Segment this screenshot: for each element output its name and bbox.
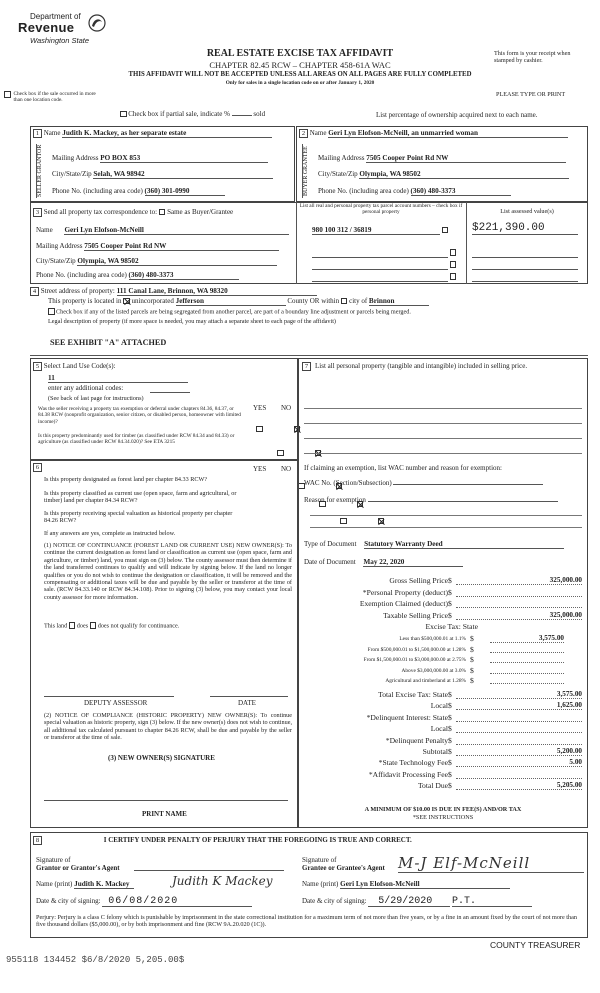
logo-emblem-icon — [88, 14, 106, 32]
corr-mailing[interactable]: 7505 Cooper Point Rd NW — [84, 242, 279, 251]
calc-label: Gross Selling Price — [389, 576, 448, 585]
see-instructions: *SEE INSTRUCTIONS — [412, 814, 474, 821]
total-row — [304, 747, 586, 758]
tier-value[interactable] — [490, 645, 564, 653]
grantor-sig-label-2: Grantor or Grantor's Agent — [36, 864, 120, 873]
wac-row — [304, 479, 543, 487]
section-6-no-header: NO — [281, 465, 292, 473]
total-row — [304, 758, 586, 769]
calc-label: *Personal Property (deduct) — [362, 587, 448, 597]
parcel-4-checkbox[interactable] — [450, 273, 457, 280]
calc-dollar: $ — [448, 599, 452, 608]
doc-type[interactable]: Statutory Warranty Deed — [364, 540, 564, 549]
seller-mailing-row — [52, 154, 268, 163]
grantee-name[interactable]: Geri Lyn Elofson-McNeill — [340, 880, 510, 889]
corr-phone-row — [36, 271, 239, 280]
corr-name[interactable]: Geri Lyn Elofson-McNeill — [64, 226, 289, 235]
wac-input[interactable] — [393, 484, 543, 485]
tier-value[interactable]: 3,575.00 — [490, 634, 564, 643]
form-only-for: Only for sales in a single location code on or after January 1, 2020 — [225, 80, 375, 86]
county-treasurer: COUNTY TREASURER — [490, 940, 581, 950]
section-5-q1-yes[interactable] — [256, 426, 263, 433]
grantee-sig-label-2: Grantee or Grantee's Agent — [302, 864, 385, 873]
grantor-sig-label-1: Signature of — [36, 856, 71, 864]
total-value[interactable] — [456, 770, 582, 779]
print-name-label: PRINT NAME — [142, 810, 187, 818]
this-land-label: This land — [44, 622, 68, 630]
buyer-mailing[interactable]: 7505 Cooper Point Rd NW — [366, 154, 566, 163]
section-6-q3: Is this property receiving special valuation as historical property per chapter 84.26 RCW? — [44, 510, 233, 525]
type-or-print: PLEASE TYPE OR PRINT — [496, 91, 566, 98]
grantee-signature[interactable]: M-J Elf-McNeill — [398, 854, 584, 873]
tier-dollar: $ — [470, 634, 474, 643]
total-value[interactable]: 5.00 — [456, 758, 582, 767]
parcel-extra-lines — [312, 246, 448, 282]
multi-location-row — [4, 91, 104, 104]
buyer-grantee-label: BUYER GRANTEE — [302, 144, 316, 198]
partial-sale-percent[interactable] — [232, 115, 252, 116]
deputy-assessor-label: DEPUTY ASSESSOR — [84, 699, 148, 707]
buyer-mailing-label: Mailing Address — [318, 154, 365, 162]
logo-line1: Department of — [30, 12, 81, 21]
grantor-date[interactable]: 06/08/2020 — [102, 898, 252, 907]
grantee-date-row — [302, 897, 532, 907]
grantor-name[interactable]: Judith K. Mackey — [74, 880, 134, 889]
grantee-date[interactable]: 5/29/2020 — [368, 898, 450, 907]
personal-property-label: List all personal property (tangible and intangible) included in selling price. — [315, 362, 528, 370]
logo-line2: Revenue — [18, 20, 75, 35]
grantee-name-label: Name (print) — [302, 880, 339, 888]
total-label: Local — [430, 701, 448, 711]
form-title: REAL ESTATE EXCISE TAX AFFIDAVIT — [206, 48, 394, 59]
total-label: Total Excise Tax: State — [378, 690, 448, 699]
land-does-not-checkbox[interactable] — [90, 622, 97, 629]
located-label: This property is located in — [48, 297, 122, 305]
grantor-sig-label — [36, 856, 120, 873]
tier-block — [304, 634, 586, 687]
multi-location-label: Check box if the sale occurred in more than one location code. — [13, 91, 96, 104]
grantor-date-label: Date & city of signing: — [36, 897, 101, 905]
total-row — [304, 781, 586, 792]
section-5-q2-yes[interactable] — [277, 450, 284, 457]
land-use-row — [33, 362, 115, 371]
city-of-label: city of — [349, 297, 368, 305]
tier-value[interactable] — [490, 666, 564, 674]
tier-dollar: $ — [470, 655, 474, 664]
buyer-phone-row — [318, 187, 511, 196]
total-label: Subtotal — [422, 746, 448, 756]
parcel-row — [312, 226, 448, 235]
send-correspondence-label: Send all property tax correspondence to: — [43, 208, 158, 216]
total-label: *Delinquent Interest: State — [366, 712, 448, 722]
buyer-city[interactable]: Olympia, WA 98502 — [359, 170, 569, 179]
total-value[interactable]: 1,625.00 — [456, 701, 582, 710]
revenue-logo — [16, 10, 106, 50]
tier-row — [304, 634, 586, 645]
tier-value[interactable] — [490, 676, 564, 684]
personal-property-lines — [304, 394, 582, 454]
total-dollar: $ — [448, 735, 452, 745]
total-dollar: $ — [448, 690, 452, 699]
tier-label: From $1,500,000.01 to $3,000,000.00 at 2.75% — [363, 657, 466, 663]
section-5-number: 5 — [33, 362, 42, 371]
total-row — [304, 724, 586, 735]
cashier-stamp: 955118 134452 $6/8/2020 5,205.00$ — [6, 955, 185, 965]
doc-date-label: Date of Document — [304, 558, 356, 566]
totals-block — [304, 690, 586, 793]
section-8-header — [33, 836, 583, 845]
total-label: *State Technology Fee — [378, 758, 448, 768]
partial-sale-label: Check box if partial sale, indicate % — [128, 110, 230, 118]
segregated-row — [48, 308, 578, 316]
doc-date-row — [304, 558, 463, 567]
parcel-header: List all real and personal property tax parcel account numbers – check box if personal property — [299, 203, 463, 216]
total-label: Total Due — [417, 781, 448, 791]
property-street[interactable]: 111 Canal Lane, Brinnon, WA 98320 — [117, 287, 317, 296]
grantee-sig-label — [302, 856, 385, 873]
buyer-name-label: Name — [309, 129, 327, 137]
land-use-code[interactable]: 11 — [48, 374, 188, 383]
buyer-city-row — [318, 170, 569, 179]
notice-continuance: (1) NOTICE OF CONTINUANCE (FOREST LAND OR CURRENT USE) NEW OWNER(S): To continue the current designation as forest land or classification as current use (open space, farm and agriculture, or timber) land, you must sign on (3) below. The county assessor must then determine if the land transferred continues to qualify and will indicate by signing below. If the land no longer qualifies or you do not wish to continue the designation or classification, it will be removed and the compensating or additional taxes will be due and payable by the seller or transferor at the time of sale. (RCW 84.33.140 or RCW 84.34.108). Prior to signing (3) below, you may contact your local county assessor for more information. — [44, 542, 292, 601]
calc-label: Taxable Selling Price — [383, 610, 448, 620]
total-row — [304, 770, 586, 781]
tier-dollar: $ — [470, 644, 474, 654]
grantee-name-row — [302, 880, 510, 889]
grantee-city[interactable]: P.T. — [452, 898, 532, 907]
corr-city[interactable]: Olympia, WA 98502 — [77, 257, 277, 266]
calc-row — [304, 622, 586, 634]
land-does-not-label: does not qualify for continuance. — [97, 622, 180, 630]
grantor-date-row — [36, 897, 252, 907]
continuance-row — [44, 622, 179, 630]
tier-dollar: $ — [470, 665, 474, 675]
corr-phone[interactable]: (360) 480-3373 — [129, 271, 239, 280]
seller-mailing[interactable]: PO BOX 853 — [100, 154, 268, 163]
section-5-q1: Was the seller receiving a property tax exemption or deferral under chapters 84.36, 84.37, or 84.38 RCW (nonprofit organization, senior citizen, or disabled person, homeowner with limited income)? — [38, 406, 241, 425]
calc-row — [304, 611, 586, 623]
tier-label: Agricultural and timberland at 1.28% — [385, 678, 466, 684]
section-7-row — [302, 362, 582, 371]
legal-description-label: Legal description of property (if more space is needed, you may attach a separate sheet to each page of the affidavit) — [48, 318, 336, 325]
grantee-date-label: Date & city of signing: — [302, 897, 367, 905]
calc-label: Excise Tax: State — [425, 622, 478, 631]
located-row — [48, 297, 429, 306]
list-percentage: List percentage of ownership acquired next to each name. — [376, 111, 538, 119]
section-6-number: 6 — [33, 463, 42, 472]
calc-value[interactable]: 325,000.00 — [456, 611, 582, 620]
city-of-checkbox[interactable] — [341, 298, 348, 305]
grantee-sig-label-1: Signature of — [302, 856, 337, 864]
section-3-send-row — [33, 208, 233, 217]
total-row — [304, 690, 586, 701]
seller-city[interactable]: Selah, WA 98942 — [93, 170, 273, 179]
doc-type-row — [304, 540, 564, 549]
partial-sale-checkbox[interactable] — [120, 111, 127, 118]
land-does-label: does — [76, 622, 89, 630]
street-label: Street address of property: — [40, 287, 115, 295]
total-label: *Delinquent Penalty — [385, 735, 448, 745]
section-5-q2: Is this property predominantly used for timber (as classified under RCW 84.34 and 84.33) or agriculture (as classified under RCW 84.34.020)? See ETA 3215 — [38, 433, 235, 446]
seller-grantor-label: SELLER GRANTOR — [36, 144, 50, 198]
property-city[interactable]: Brinnon — [369, 297, 429, 306]
section-1-number: 1 — [33, 129, 42, 138]
tier-value[interactable] — [490, 655, 564, 663]
total-dollar: $ — [448, 724, 452, 734]
seller-city-row — [52, 170, 273, 179]
total-value[interactable]: 5,205.00 — [456, 781, 582, 790]
doc-type-label: Type of Document — [304, 540, 357, 548]
calc-dollar: $ — [448, 587, 452, 597]
section-4-number: 4 — [30, 287, 39, 296]
exhibit-reference: SEE EXHIBIT "A" ATTACHED — [50, 338, 167, 347]
tier-row — [304, 655, 586, 666]
unincorporated-checkbox[interactable] — [123, 298, 130, 305]
exemption-label: If claiming an exemption, list WAC number and reason for exemption: — [304, 464, 502, 472]
section-8-number: 8 — [33, 836, 42, 845]
calc-dollar: $ — [448, 576, 452, 585]
calc-row — [304, 588, 586, 600]
if-yes-instruction: If any answers are yes, complete as instructed below. — [44, 530, 176, 537]
calc-value[interactable]: 325,000.00 — [456, 576, 582, 585]
calc-row — [304, 576, 586, 588]
certify-statement: I CERTIFY UNDER PENALTY OF PERJURY THAT THE FOREGOING IS TRUE AND CORRECT. — [103, 836, 412, 844]
total-dollar: $ — [448, 712, 452, 722]
section-6-q1: Is this property designated as forest land per chapter 84.33 RCW? — [44, 476, 208, 483]
parcel-2-checkbox[interactable] — [450, 249, 457, 256]
section-6-yes-header: YES — [253, 465, 267, 473]
partial-sale-row — [120, 110, 265, 118]
seller-phone[interactable]: (360) 301-0990 — [145, 187, 225, 196]
total-row — [304, 736, 586, 747]
land-does-checkbox[interactable] — [69, 622, 76, 629]
total-row — [304, 701, 586, 712]
logo-line3: Washington State — [30, 36, 90, 45]
grantor-handwritten-signature[interactable]: Judith K Mackey — [172, 874, 273, 888]
seller-city-label: City/State/Zip — [52, 170, 92, 178]
corr-mailing-row — [36, 242, 279, 251]
total-value[interactable] — [456, 713, 582, 722]
notice-compliance: (2) NOTICE OF COMPLIANCE (HISTORIC PROPERTY) NEW OWNER(S): To continue special valuation as historic property, sign (3) below. If the new owner(s) does not wish to continue, all additional tax calculated pursuant to chapter 84.26 RCW, shall be due and payable by the seller or transferor at the time of sale. — [44, 712, 292, 742]
minimum-due: A MINIMUM OF $10.00 IS DUE IN FEE(S) AND/OR TAX — [364, 806, 522, 813]
grantor-name-row — [36, 880, 134, 889]
buyer-phone-label: Phone No. (including area code) — [318, 187, 409, 195]
corr-mailing-label: Mailing Address — [36, 242, 83, 250]
corr-city-row — [36, 257, 277, 266]
same-as-buyer-label: Same as Buyer/Grantee — [167, 208, 234, 216]
section-1-name-row — [33, 129, 272, 138]
assessed-header: List assessed value(s) — [500, 208, 554, 215]
calc-dollar: $ — [448, 610, 452, 620]
corr-city-label: City/State/Zip — [36, 257, 76, 265]
total-value[interactable] — [456, 736, 582, 745]
wac-label: WAC No. (Section/Subsection) — [304, 479, 392, 487]
section-6-q2: Is this property classified as current use (open space, farm and agricultural, or timber) land per chapter 84.34 RCW? — [44, 490, 237, 505]
corr-name-label: Name — [36, 226, 53, 234]
seller-name[interactable]: Judith K. Mackey, as her separate estate — [62, 129, 272, 138]
see-back: (See back of last page for instructions) — [48, 395, 144, 402]
section-5-no-header: NO — [281, 404, 292, 412]
seller-phone-row — [52, 187, 225, 196]
tier-row — [304, 666, 586, 677]
tier-label: From $500,000.01 to $1,500,000.00 at 1.28% — [367, 646, 466, 653]
same-as-buyer-checkbox[interactable] — [159, 209, 166, 216]
multi-location-checkbox[interactable] — [4, 91, 11, 98]
corr-name-row — [36, 226, 289, 235]
total-dollar: $ — [448, 758, 452, 768]
land-use-label: Select Land Use Code(s): — [43, 362, 116, 370]
section-2-number: 2 — [299, 129, 308, 138]
section-2-name-row — [299, 129, 568, 138]
total-row — [304, 713, 586, 724]
reason-label: Reason for exemption — [304, 496, 366, 504]
corr-phone-label: Phone No. (including area code) — [36, 271, 127, 279]
calc-block — [304, 576, 586, 634]
total-dollar: $ — [448, 781, 452, 791]
perjury-notice: Perjury: Perjury is a class C felony which is punishable by imprisonment in the state correctional institution for a maximum term of not more than five years, or by a fine in an amount fixed by the court of not more than five thousand dollars ($5,000.00), or by both imprisonment and fine (RCW 9A.20.020 (1C)). — [36, 914, 577, 929]
tier-label: Less than $500,000.01 at 1.1% — [399, 636, 466, 642]
parcel-3-checkbox[interactable] — [450, 261, 457, 268]
calc-value[interactable] — [456, 599, 582, 608]
section-3-number: 3 — [33, 208, 42, 217]
total-value[interactable]: 5,200.00 — [456, 747, 582, 756]
form-warning: THIS AFFIDAVIT WILL NOT BE ACCEPTED UNLESS ALL AREAS ON ALL PAGES ARE FULLY COMPLETED — [128, 71, 472, 78]
total-dollar: $ — [448, 769, 452, 779]
seller-mailing-label: Mailing Address — [52, 154, 99, 162]
buyer-name[interactable]: Geri Lyn Elofson-McNeill, an unmarried woman — [328, 129, 568, 138]
buyer-phone[interactable]: (360) 480-3373 — [411, 187, 511, 196]
tier-dollar: $ — [470, 676, 474, 685]
total-value[interactable] — [456, 724, 582, 733]
calc-value[interactable] — [456, 588, 582, 597]
grantor-name-label: Name (print) — [36, 880, 73, 888]
segregated-checkbox[interactable] — [48, 308, 55, 315]
total-label: *Affidavit Processing Fee — [368, 769, 448, 779]
tier-row — [304, 645, 586, 656]
segregated-label: Check box if any of the listed parcels are being segregated from another parcel, are part of a boundary line adjustment or parcels being merged. — [56, 308, 411, 316]
assessed-value[interactable]: $221,390.00 — [472, 222, 578, 235]
street-row — [30, 287, 317, 296]
tier-row — [304, 676, 586, 687]
partial-sale-sold: sold — [253, 110, 266, 118]
total-label: Local — [430, 724, 448, 734]
buyer-mailing-row — [318, 154, 566, 163]
additional-codes-label: enter any additional codes: — [48, 384, 124, 392]
seller-name-label: Name — [43, 129, 61, 137]
calc-row — [304, 599, 586, 611]
form-chapter: CHAPTER 82.45 RCW – CHAPTER 458-61A WAC — [209, 60, 391, 70]
section-5-yes-header: YES — [253, 404, 267, 412]
total-dollar: $ — [448, 701, 452, 711]
receipt-note: This form is your receipt when stamped by cashier. — [494, 50, 571, 65]
section-7-number: 7 — [302, 362, 311, 371]
unincorporated-label: unincorporated — [131, 297, 174, 305]
parcel-number[interactable]: 980 100 312 / 36819 — [312, 226, 440, 235]
reason-lines — [310, 504, 582, 528]
county-name[interactable]: Jefferson — [176, 297, 286, 306]
seller-phone-label: Phone No. (including area code) — [52, 187, 143, 195]
additional-codes-input[interactable] — [150, 392, 190, 393]
total-value[interactable]: 3,575.00 — [456, 690, 582, 699]
section-6-number-row — [33, 463, 42, 472]
tier-label: Above $3,000,000.00 at 3.0% — [401, 667, 466, 674]
assessed-extra-lines — [472, 246, 578, 282]
reason-input[interactable] — [368, 501, 558, 502]
parcel-personal-checkbox[interactable] — [442, 227, 449, 234]
total-dollar: $ — [448, 746, 452, 756]
calc-label: Exemption Claimed (deduct) — [359, 599, 448, 608]
grantor-signature-line[interactable] — [134, 870, 284, 871]
new-owner-signature-label: (3) NEW OWNER(S) SIGNATURE — [108, 754, 215, 762]
doc-date[interactable]: May 22, 2020 — [363, 558, 463, 567]
county-label: County OR within — [287, 297, 340, 305]
buyer-city-label: City/State/Zip — [318, 170, 358, 178]
assessor-date-label: DATE — [238, 699, 256, 707]
